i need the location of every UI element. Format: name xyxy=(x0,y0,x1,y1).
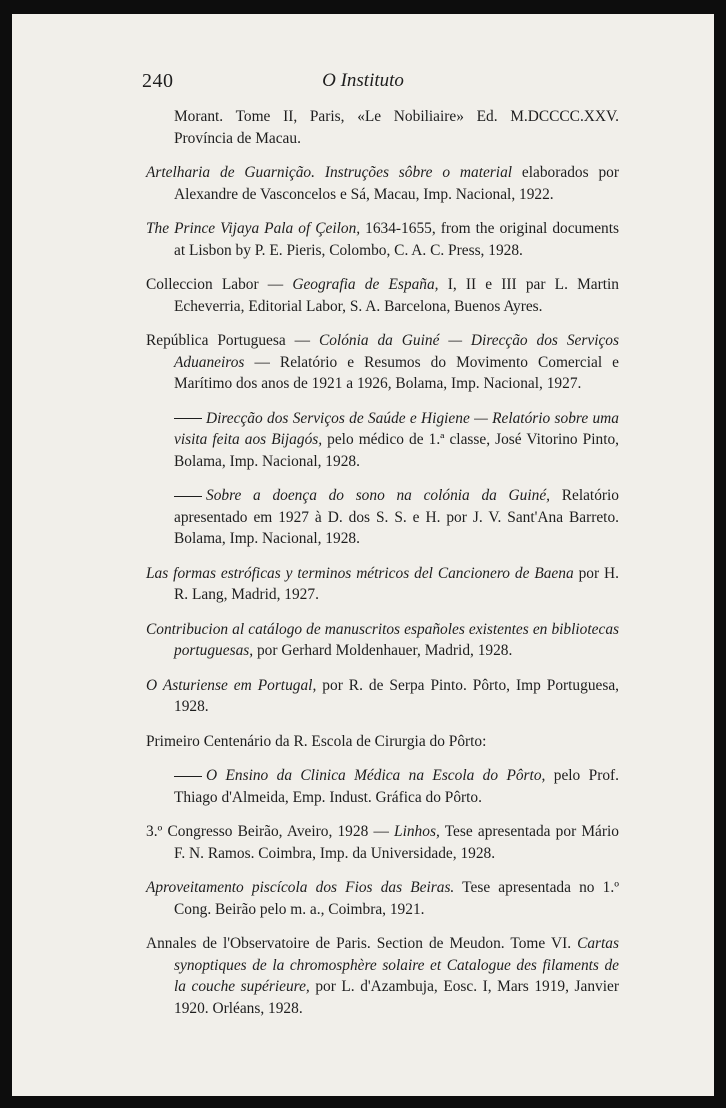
entry-title: O Asturiense em Portugal, xyxy=(146,676,317,694)
entry-title: O Ensino da Clinica Médica na Escola do Pôrto, xyxy=(206,767,546,784)
bibliography-entry xyxy=(146,218,619,261)
page-number: 240 xyxy=(142,70,174,92)
entry-text: elaborados por Alexandre de Vasconcelos e Sá, Macau, Imp. Nacional, 1922. xyxy=(174,164,619,203)
entry-text: Relatório apresentado em 1927 à D. dos S. S. e H. por J. V. Sant'Ana Barreto. Bolama, Imp. Nacional, 1928. xyxy=(174,487,619,547)
entry-text: por H. R. Lang, Madrid, 1927. xyxy=(174,564,619,603)
book-page xyxy=(12,14,714,1096)
entry-prefix: República Portuguesa — xyxy=(146,332,319,349)
entry-title: Geografia de España, xyxy=(292,276,439,293)
entry-prefix: 3.º Congresso Beirão, Aveiro, 1928 — xyxy=(146,823,395,840)
bibliography-entry xyxy=(146,731,619,753)
bibliography-entry xyxy=(146,408,619,473)
bibliography-entry xyxy=(146,485,619,550)
entry-title: Linhos, xyxy=(394,823,440,840)
bibliography-entry xyxy=(146,106,619,149)
entry-text: 1634-1655, from the original documents at Lisbon by P. E. Pieris, Colombo, C. A. C. Press, 1928. xyxy=(174,220,620,259)
entry-text: Tese apresentada por Mário F. N. Ramos. Coimbra, Imp. da Universidade, 1928. xyxy=(174,823,619,862)
bibliography-entry xyxy=(146,765,619,808)
page-header xyxy=(12,64,714,94)
bibliography-entry xyxy=(146,619,619,662)
bibliography-entry xyxy=(146,330,619,395)
entry-title: Artelharia de Guarnição. Instruções sôbre o material xyxy=(146,164,513,181)
entry-text: por Gerhard Moldenhauer, Madrid, 1928. xyxy=(253,642,513,659)
bibliography-entry xyxy=(146,162,619,205)
entry-title: Contribucion al catálogo de manuscritos españoles existentes en bibliotecas portuguesas, xyxy=(146,620,619,659)
bibliography-entry xyxy=(146,933,619,1019)
entry-title: Colónia da Guiné — Direcção dos Serviços Aduaneiros xyxy=(174,332,619,371)
bibliography-list xyxy=(146,106,619,1032)
bibliography-entry xyxy=(146,675,619,718)
bibliography-entry xyxy=(146,274,619,317)
entry-text: por R. de Serpa Pinto. Pôrto, Imp Portuguesa, 1928. xyxy=(174,676,620,715)
entry-title: Direcção dos Serviços de Saúde e Higiene — Relatório sobre uma visita feita aos Bijagós, xyxy=(174,409,619,448)
entry-text: — Relatório e Resumos do Movimento Comercial e Marítimo dos anos de 1921 a 1926, Bolama, Imp. Nacional, 1927. xyxy=(174,353,619,392)
entry-text: Primeiro Centenário da R. Escola de Cirurgia do Pôrto: xyxy=(146,732,487,750)
bibliography-entry xyxy=(146,821,619,864)
bibliography-entry xyxy=(146,563,619,606)
bibliography-entry xyxy=(146,877,619,920)
entry-text: por L. d'Azambuja, Eosc. I, Mars 1919, Janvier 1920. Orléans, 1928. xyxy=(174,978,619,1017)
entry-text: I, II e III par L. Martin Echeverria, Editorial Labor, S. A. Barcelona, Buenos Ayres. xyxy=(174,276,619,315)
entry-text: Tese apresentada no 1.º Cong. Beirão pelo m. a., Coimbra, 1921. xyxy=(174,879,619,918)
ditto-dash xyxy=(174,496,202,497)
entry-text: pelo Prof. Thiago d'Almeida, Emp. Indust. Gráfica do Pôrto. xyxy=(174,767,619,806)
entry-prefix: Colleccion Labor — xyxy=(146,276,293,293)
entry-text: pelo médico de 1.ª classe, José Vitorino Pinto, Bolama, Imp. Nacional, 1928. xyxy=(174,431,620,470)
entry-title: Las formas estróficas y terminos métricos del Cancionero de Baena xyxy=(146,564,574,582)
entry-title: Sobre a doença do sono na colónia da Guiné, xyxy=(206,487,551,504)
entry-text: Morant. Tome II, Paris, «Le Nobiliaire» Ed. M.DCCCC.XXV. Província de Macau. xyxy=(174,108,619,147)
entry-prefix: Annales de l'Observatoire de Paris. Section de Meudon. Tome VI. xyxy=(146,935,578,952)
running-title: O Instituto xyxy=(322,70,404,91)
ditto-dash xyxy=(174,418,202,419)
entry-title: The Prince Vijaya Pala of Çeilon, xyxy=(146,220,361,237)
entry-title: Aproveitamento piscícola dos Fios das Beiras. xyxy=(146,879,455,896)
entry-title: Cartas synoptiques de la chromosphère solaire et Catalogue des filaments de la couche supérieure, xyxy=(174,935,619,995)
ditto-dash xyxy=(174,776,202,777)
